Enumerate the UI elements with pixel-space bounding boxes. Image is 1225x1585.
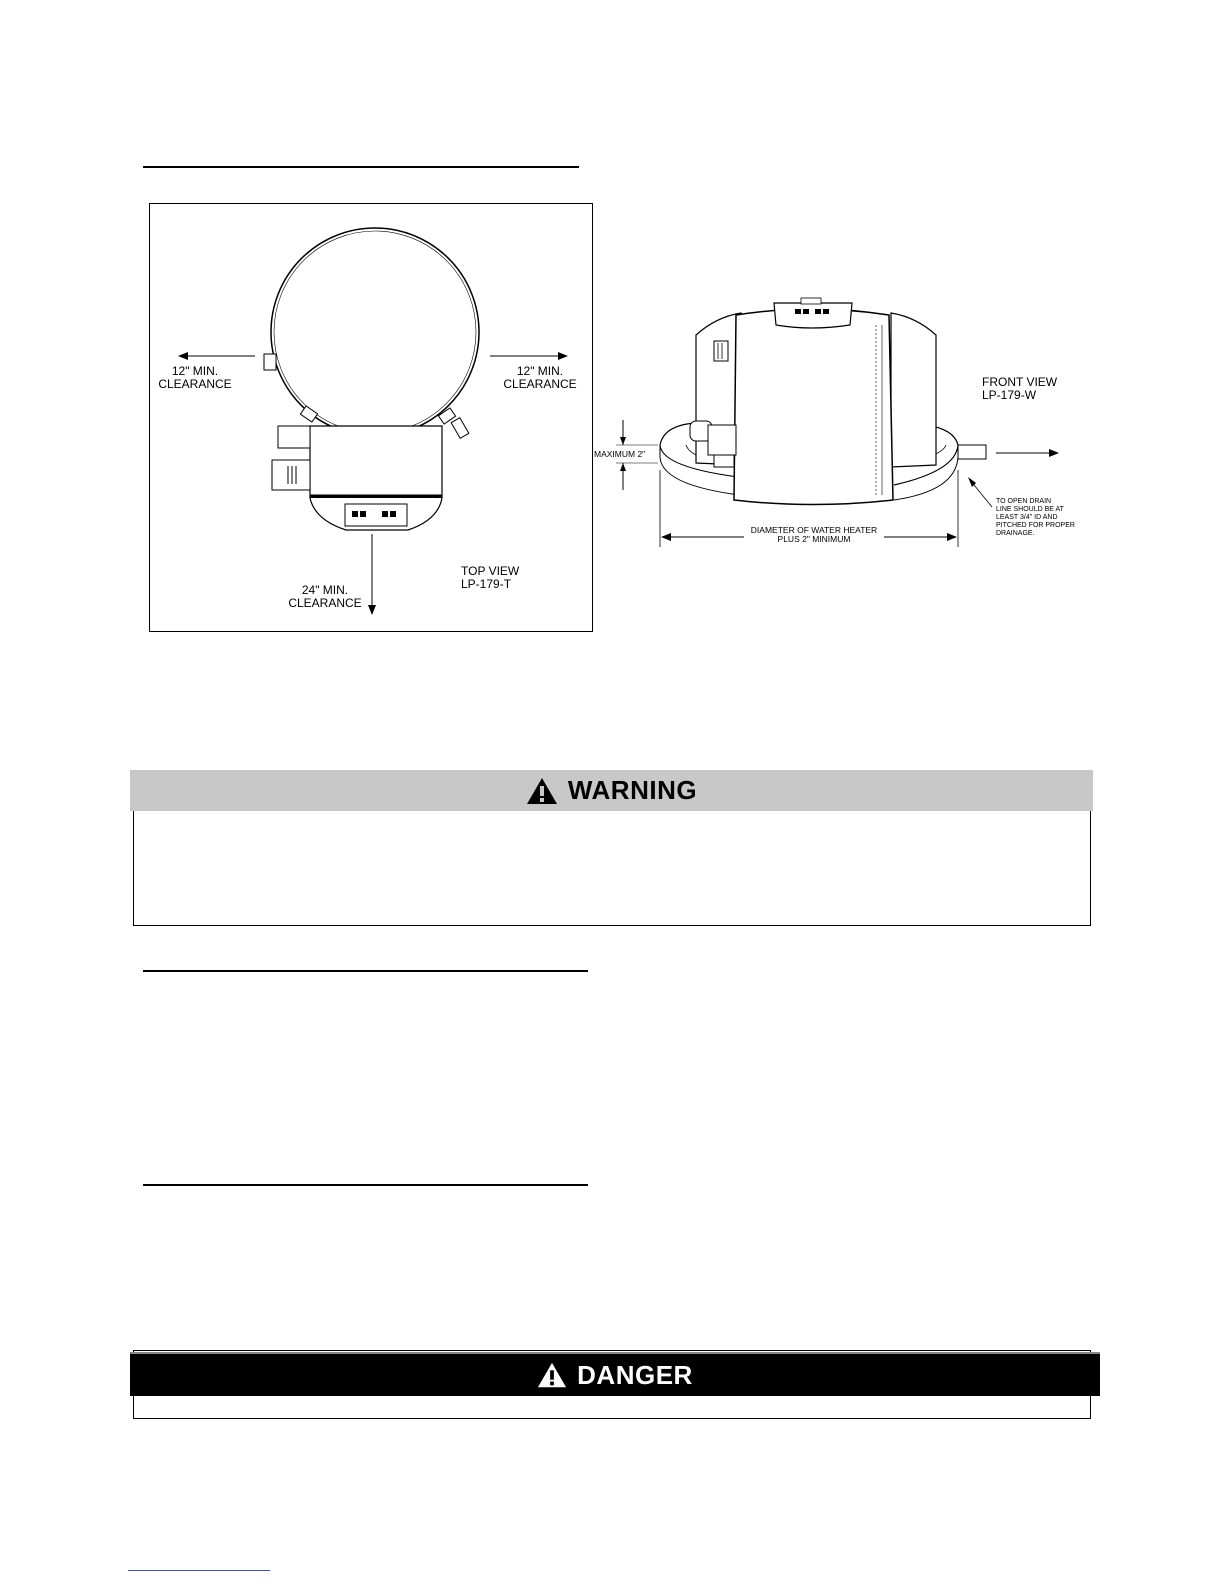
section-rule [143, 970, 588, 972]
warning-triangle-icon [526, 777, 558, 805]
danger-triangle-icon [537, 1361, 567, 1389]
maximum-2-label: MAXIMUM 2" [594, 449, 646, 459]
front-view-diagram [596, 295, 1096, 565]
footer-link[interactable] [128, 1570, 270, 1571]
danger-header [130, 1352, 1100, 1396]
section-rule [143, 166, 579, 168]
top-view-caption: TOP VIEW LP-179-T [461, 564, 520, 591]
bottom-clearance-label: 24" MIN. CLEARANCE [288, 583, 362, 610]
top-view-diagram [149, 203, 593, 632]
diameter-label: DIAMETER OF WATER HEATER PLUS 2" MINIMUM [750, 525, 878, 544]
warning-header [130, 770, 1093, 811]
danger-title: DANGER [577, 1359, 693, 1390]
drain-note: TO OPEN DRAIN LINE SHOULD BE AT LEAST 3/4" ID AND PITCHED FOR PROPER DRAINAGE. [996, 498, 1075, 537]
top-view-drawing [150, 204, 594, 633]
front-view-caption: FRONT VIEW LP-179-W [982, 375, 1058, 402]
right-clearance-label: 12" MIN. CLEARANCE [503, 364, 577, 391]
section-rule [143, 1184, 588, 1186]
left-clearance-label: 12" MIN. CLEARANCE [158, 364, 232, 391]
warning-title: WARNING [567, 775, 698, 805]
